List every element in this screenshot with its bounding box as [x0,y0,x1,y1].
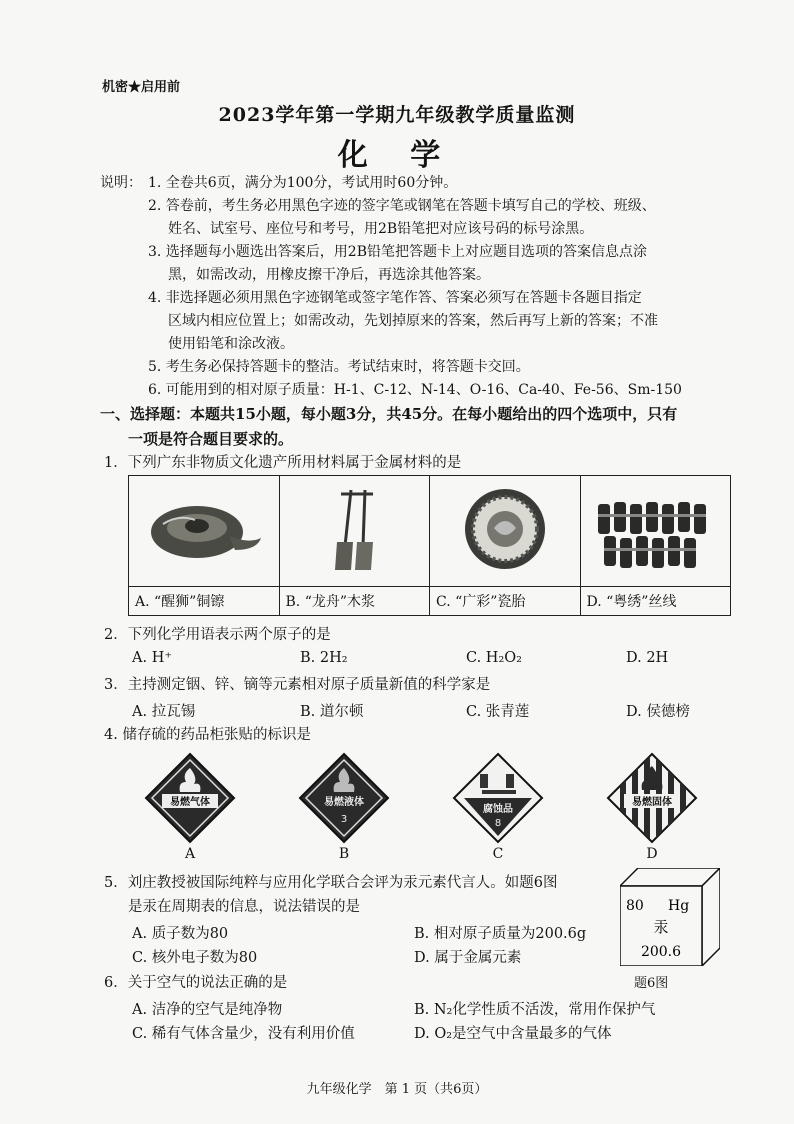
q4-stem: 4. 储存硫的药品柜张贴的标识是 [104,727,311,743]
q3-option-c[interactable]: C. 张青莲 [466,704,530,720]
test-tube-icon [506,774,514,788]
q5-stem-cont: 是汞在周期表的信息，说法错误的是 [128,899,360,915]
flammable-solid-sign[interactable] [606,752,698,844]
q1-option-b[interactable]: B. “龙舟”木浆 [279,587,430,616]
sign-text: 腐蚀品 [483,804,513,815]
flammable-liquid-sign[interactable] [298,752,390,844]
cymbal-image [129,476,280,587]
q3-option-b[interactable]: B. 道尔顿 [300,704,364,720]
q3-option-d[interactable]: D. 侯德榜 [626,704,690,720]
instruction-line: 区域内相应位置上；如需改动，先划掉原来的答案，然后再写上新的答案；不准 [168,313,658,329]
q2-option-d[interactable]: D. 2H [626,650,669,666]
atomic-mass: 200.6 [640,944,682,960]
q3-option-a[interactable]: A. 拉瓦锡 [132,704,196,720]
element-name: 汞 [653,918,669,936]
instruction-line: 黑，如需改动，用橡皮擦干净后，再选涂其他答案。 [168,267,490,283]
q6-option-b[interactable]: B. N₂化学性质不活泼，常用作保护气 [414,1002,656,1018]
q6-option-d[interactable]: D. O₂是空气中含量最多的气体 [414,1026,612,1042]
q1-image-table [128,475,731,616]
q2-stem: 2．下列化学用语表示两个原子的是 [104,627,331,643]
q2-option-c[interactable]: C. H₂O₂ [466,650,522,666]
test-tube-icon [480,774,488,788]
instruction-line: 5. 考生务必保持答题卡的整洁。考试结束时，将答题卡交回。 [148,359,530,375]
sign-text: 易燃液体 [324,797,364,808]
porcelain-plate-image [430,476,581,587]
instructions-label: 说明： [100,175,142,191]
q5-option-b[interactable]: B. 相对原子质量为200.6g [414,926,587,942]
q2-option-a[interactable]: A. H⁺ [132,650,172,666]
figure-caption: 题6图 [634,976,669,991]
q6-option-a[interactable]: A. 洁净的空气是纯净物 [132,1002,283,1018]
q1-stem: 1．下列广东非物质文化遗产所用材料属于金属材料的是 [104,455,462,471]
instruction-line: 3. 选择题每小题选出答案后，用2B铅笔把答题卡上对应题目选项的答案信息点涂 [148,244,648,260]
subject-title: 化 学 [337,138,457,173]
sign-label-a: A [184,846,196,862]
confidential-mark: 机密★启用前 [102,80,181,95]
exam-title: 2023学年第一学期九年级教学质量监测 [218,104,576,126]
q5-option-c[interactable]: C. 核外电子数为80 [132,950,258,966]
element-symbol: Hg [668,898,690,914]
mercury-element-cell [620,868,720,966]
q3-stem: 3．主持测定铟、锌、镝等元素相对原子质量新值的科学家是 [104,677,491,693]
page-footer: 九年级化学 第 1 页（共6页） [306,1082,488,1097]
instruction-line: 4. 非选择题必须用黑色字迹钢笔或签字笔作答、答案必须写在答题卡各题目指定 [148,290,642,306]
q1-option-c[interactable]: C. “广彩”瓷胎 [430,587,581,616]
paddle-image [279,476,430,587]
sign-text: 易燃固体 [632,797,672,808]
q1-option-d[interactable]: D. “粤绣”丝线 [580,587,731,616]
q5-stem: 5．刘庄教授被国际纯粹与应用化学联合会评为汞元素代言人。如题6图 [104,875,558,891]
instruction-line: 1. 全卷共6页，满分为100分，考试用时60分钟。 [148,175,458,191]
sign-number: 3 [340,814,348,825]
corrosive-sign[interactable] [452,752,544,844]
sign-label-d: D [646,846,658,862]
q1-option-a[interactable]: A. “醒狮”铜镲 [129,587,280,616]
q5-option-a[interactable]: A. 质子数为80 [132,926,229,942]
sign-text: 易燃气体 [170,797,210,808]
q5-option-d[interactable]: D. 属于金属元素 [414,950,522,966]
sign-label-b: B [338,846,350,862]
section-heading: 一、选择题：本题共15小题，每小题3分，共45分。在每小题给出的四个选项中，只有 [100,405,678,423]
sign-label-c: C [492,846,504,862]
q6-option-c[interactable]: C. 稀有气体含量少，没有利用价值 [132,1026,355,1042]
flammable-gas-sign[interactable] [144,752,236,844]
instruction-line: 6. 可能用到的相对原子质量：H-1、C-12、N-14、O-16、Ca-40、Fe-56、Sm-150 [148,382,682,398]
section-heading-cont: 一项是符合题目要求的。 [128,430,294,448]
sign-number: 8 [494,818,502,829]
instruction-line: 2. 答卷前，考生务必用黑色字迹的签字笔或钢笔在答题卡填写自己的学校、班级、 [148,198,656,214]
silk-thread-image [580,476,731,587]
instruction-line: 姓名、试室号、座位号和考号，用2B铅笔把对应该号码的标号涂黑。 [168,221,594,237]
q6-stem: 6．关于空气的说法正确的是 [104,975,288,991]
q2-option-b[interactable]: B. 2H₂ [300,650,348,666]
instruction-line: 使用铅笔和涂改液。 [168,336,294,352]
atomic-number: 80 [626,898,644,914]
